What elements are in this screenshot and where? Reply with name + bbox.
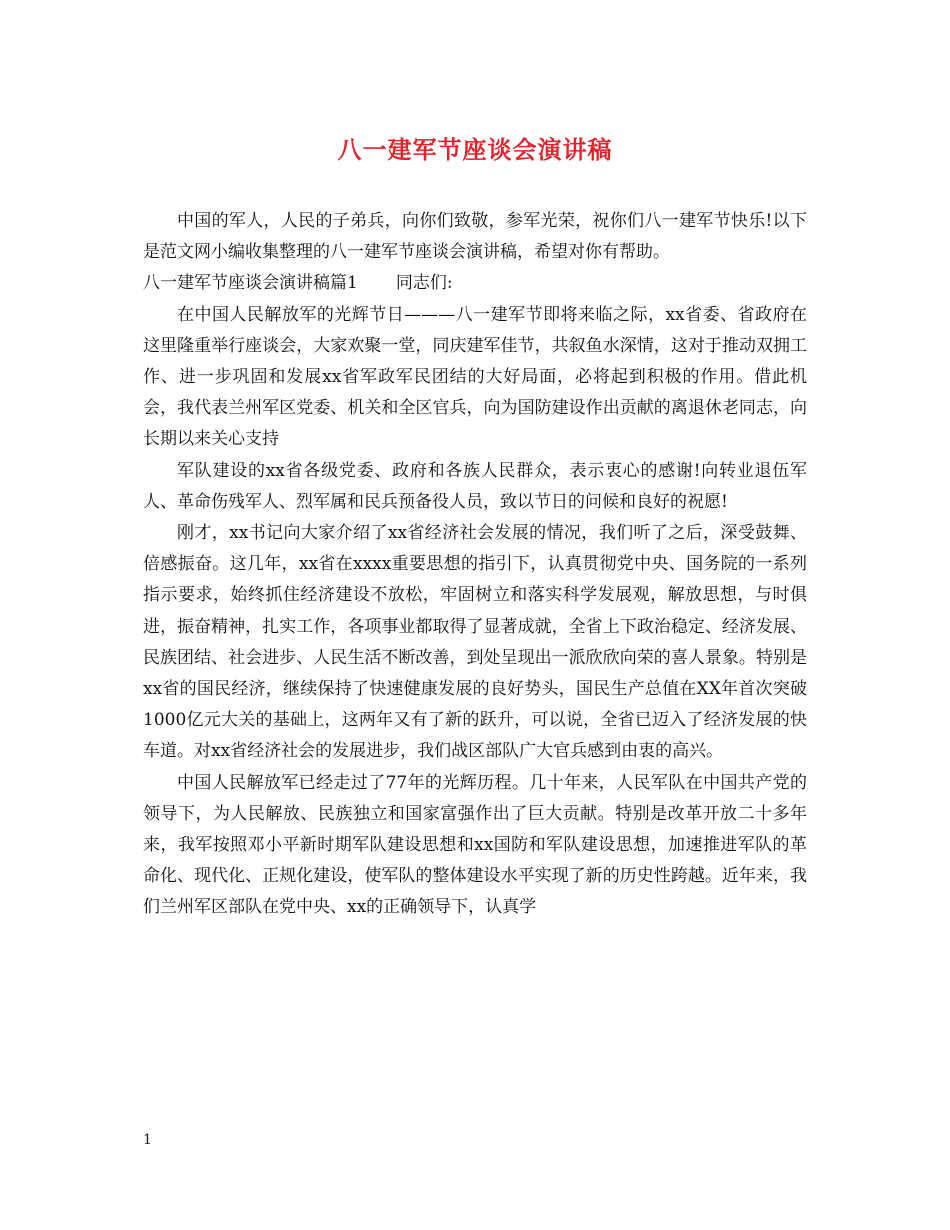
salutation: 同志们: [395,273,453,294]
document-title: 八一建军节座谈会演讲稿 [337,135,613,164]
page-number: 1 [143,1132,152,1148]
document-body [143,206,807,924]
body-paragraph: 中国人民解放军已经走过了77年的光辉历程。几十年来，人民军队在中国共产党的领导下，为人民解放、民族独立和国家富强作出了巨大贡献。特别是改革开放二十多年来，我军按照邓小平新时期军队建设思想和xx国防和军队建设思想，加速推进军队的革命化、现代化、正规化建设，使军队的整体建设水平实现了新的历史性跨越。近年来，我们兰州军区部队在党中央、xx的正确领导下，认真学 [143,772,807,918]
section-heading: 八一建军节座谈会演讲稿篇1 [143,273,358,294]
body-paragraph: 刚才，xx书记向大家介绍了xx省经济社会发展的情况，我们听了之后，深受鼓舞、倍感振奋。这几年，xx省在xxxx重要思想的指引下，认真贯彻党中央、国务院的一系列指示要求，始终抓住经济建设不放松，牢固树立和落实科学发展观，解放思想，与时俱进，振奋精神，扎实工作，各项事业都取得了显著成就，全省上下政治稳定、经济发展、民族团结、社会进步、人民生活不断改善，到处呈现出一派欣欣向荣的喜人景象。特别是xx省的国民经济，继续保持了快速健康发展的良好势头，国民生产总值在XX年首次突破1000亿元大关的基础上，这两年又有了新的跃升，可以说，全省已迈入了经济发展的快车道。对xx省经济社会的发展进步，我们战区部队广大官兵感到由衷的高兴。 [143,523,807,762]
section-heading-line [143,268,807,299]
intro-paragraph: 中国的军人，人民的子弟兵，向你们致敬，参军光荣，祝你们八一建军节快乐!以下是范文网小编收集整理的八一建军节座谈会演讲稿，希望对你有帮助。 [143,211,807,263]
body-paragraph: 军队建设的xx省各级党委、政府和各族人民群众，表示衷心的感谢!向转业退伍军人、革命伤残军人、烈军属和民兵预备役人员，致以节日的问候和良好的祝愿! [143,460,807,512]
body-paragraph: 在中国人民解放军的光辉节日———八一建军节即将来临之际，xx省委、省政府在这里隆重举行座谈会，大家欢聚一堂，同庆建军佳节，共叙鱼水深情，这对于推动双拥工作、进一步巩固和发展xx省军政军民团结的大好局面，必将起到积极的作用。借此机会，我代表兰州军区党委、机关和全区官兵，向为国防建设作出贡献的离退休老同志，向长期以来关心支持 [143,304,807,450]
